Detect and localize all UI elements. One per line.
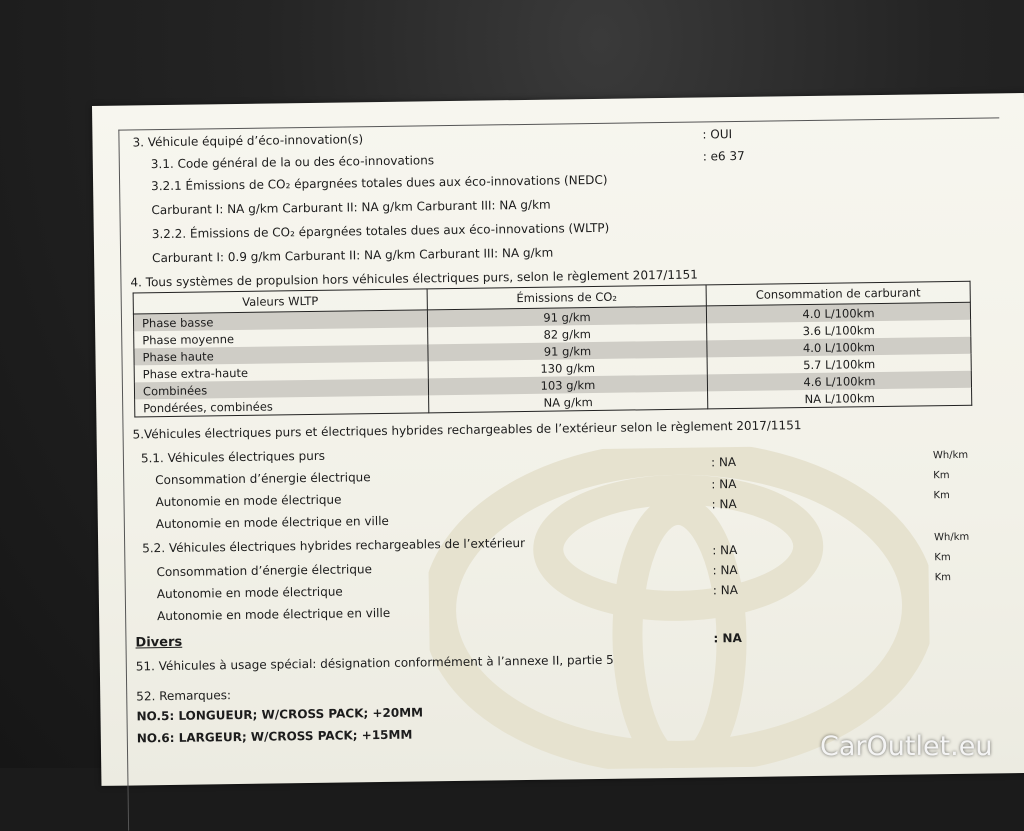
s51-consumption-value: : NA bbox=[710, 455, 737, 470]
toyota-logo-watermark bbox=[427, 444, 931, 771]
row-co2: NA g/km bbox=[429, 391, 708, 412]
section3-value: : OUI bbox=[702, 127, 733, 142]
wltp-eco-label: 3.2.2. Émissions de CO₂ épargnées totales dues aux éco-innovations (WLTP) bbox=[151, 220, 610, 242]
row-label: Pondérées, combinées bbox=[135, 395, 429, 417]
s51-consumption-label: Consommation d’énergie électrique bbox=[155, 470, 371, 488]
s52-range-value: : NA bbox=[712, 563, 738, 578]
section52-title: 5.2. Véhicules électriques hybrides rechargeables de l’extérieur bbox=[142, 535, 526, 556]
header-co2: Émissions de CO₂ bbox=[427, 285, 706, 310]
s51-range-unit: Km bbox=[933, 470, 950, 482]
s52-city-range-label: Autonomie en mode électrique en ville bbox=[157, 605, 391, 624]
remark-2: NO.6: LARGEUR; W/CROSS PACK; +15MM bbox=[136, 727, 413, 746]
s51-consumption-unit: Wh/km bbox=[932, 449, 969, 462]
row-label: Phase haute bbox=[134, 344, 428, 365]
eco-code-value: : e6 37 bbox=[702, 148, 745, 164]
section51-title: 5.1. Véhicules électriques purs bbox=[140, 448, 326, 466]
remarks-label: 52. Remarques: bbox=[136, 688, 232, 704]
eco-code-label: 3.1. Code général de la ou des éco-innovations bbox=[150, 153, 435, 172]
row-fuel: NA L/100km bbox=[708, 388, 972, 409]
row-label: Phase basse bbox=[133, 310, 427, 332]
header-fuel: Consommation de carburant bbox=[706, 281, 970, 306]
nedc-values: Carburant I: NA g/km Carburant II: NA g/km Carburant III: NA g/km bbox=[151, 197, 551, 218]
row-fuel: 4.0 L/100km bbox=[707, 337, 971, 358]
section4-title: 4. Tous systèmes de propulsion hors véhicules électriques purs, selon le règlement 2017/1151 bbox=[130, 267, 698, 290]
wltp-table bbox=[133, 281, 973, 418]
header-wltp: Valeurs WLTP bbox=[133, 289, 427, 314]
row-co2: 91 g/km bbox=[428, 340, 707, 361]
s51-city-range-value: : NA bbox=[711, 497, 737, 512]
s52-range-unit: Km bbox=[934, 552, 951, 564]
special-use-label: 51. Véhicules à usage spécial: désignation conformément à l’annexe II, partie 5 bbox=[135, 652, 614, 674]
row-label: Combinées bbox=[134, 378, 428, 399]
s52-consumption-unit: Wh/km bbox=[934, 531, 970, 544]
section5-title: 5.Véhicules électriques purs et électriques hybrides rechargeables de l’extérieur selon le règlement 2017/1151 bbox=[132, 418, 802, 442]
row-co2: 103 g/km bbox=[428, 374, 707, 395]
row-co2: 91 g/km bbox=[427, 306, 706, 327]
section3-title: 3. Véhicule équipé d’éco-innovation(s) bbox=[132, 132, 364, 150]
wltp-eco-values: Carburant I: 0.9 g/km Carburant II: NA g/km Carburant III: NA g/km bbox=[152, 245, 554, 266]
divers-heading: Divers bbox=[135, 634, 183, 651]
row-label: Phase extra-haute bbox=[134, 361, 428, 382]
nedc-label: 3.2.1 Émissions de CO₂ épargnées totales dues aux éco-innovations (NEDC) bbox=[151, 172, 608, 194]
row-fuel: 5.7 L/100km bbox=[707, 354, 971, 375]
certificate-page bbox=[92, 93, 1024, 786]
remark-1: NO.5: LONGUEUR; W/CROSS PACK; +20MM bbox=[136, 705, 424, 724]
caroutlet-watermark-logo: CarOutlet.eu bbox=[820, 731, 993, 762]
s51-city-range-unit: Km bbox=[933, 490, 950, 502]
special-use-value: : NA bbox=[713, 630, 742, 646]
row-fuel: 4.6 L/100km bbox=[707, 371, 971, 392]
s52-consumption-label: Consommation d’énergie électrique bbox=[156, 562, 372, 580]
row-co2: 130 g/km bbox=[428, 357, 707, 378]
s51-city-range-label: Autonomie en mode électrique en ville bbox=[155, 513, 389, 532]
row-fuel: 3.6 L/100km bbox=[707, 320, 971, 341]
row-label: Phase moyenne bbox=[134, 327, 428, 348]
row-co2: 82 g/km bbox=[428, 323, 707, 344]
s52-range-label: Autonomie en mode électrique bbox=[156, 584, 343, 602]
s52-city-range-value: : NA bbox=[712, 583, 738, 598]
row-fuel: 4.0 L/100km bbox=[706, 302, 970, 323]
s51-range-value: : NA bbox=[711, 477, 737, 492]
s52-consumption-value: : NA bbox=[712, 543, 738, 558]
s52-city-range-unit: Km bbox=[934, 572, 952, 584]
s51-range-label: Autonomie en mode électrique bbox=[155, 492, 342, 510]
